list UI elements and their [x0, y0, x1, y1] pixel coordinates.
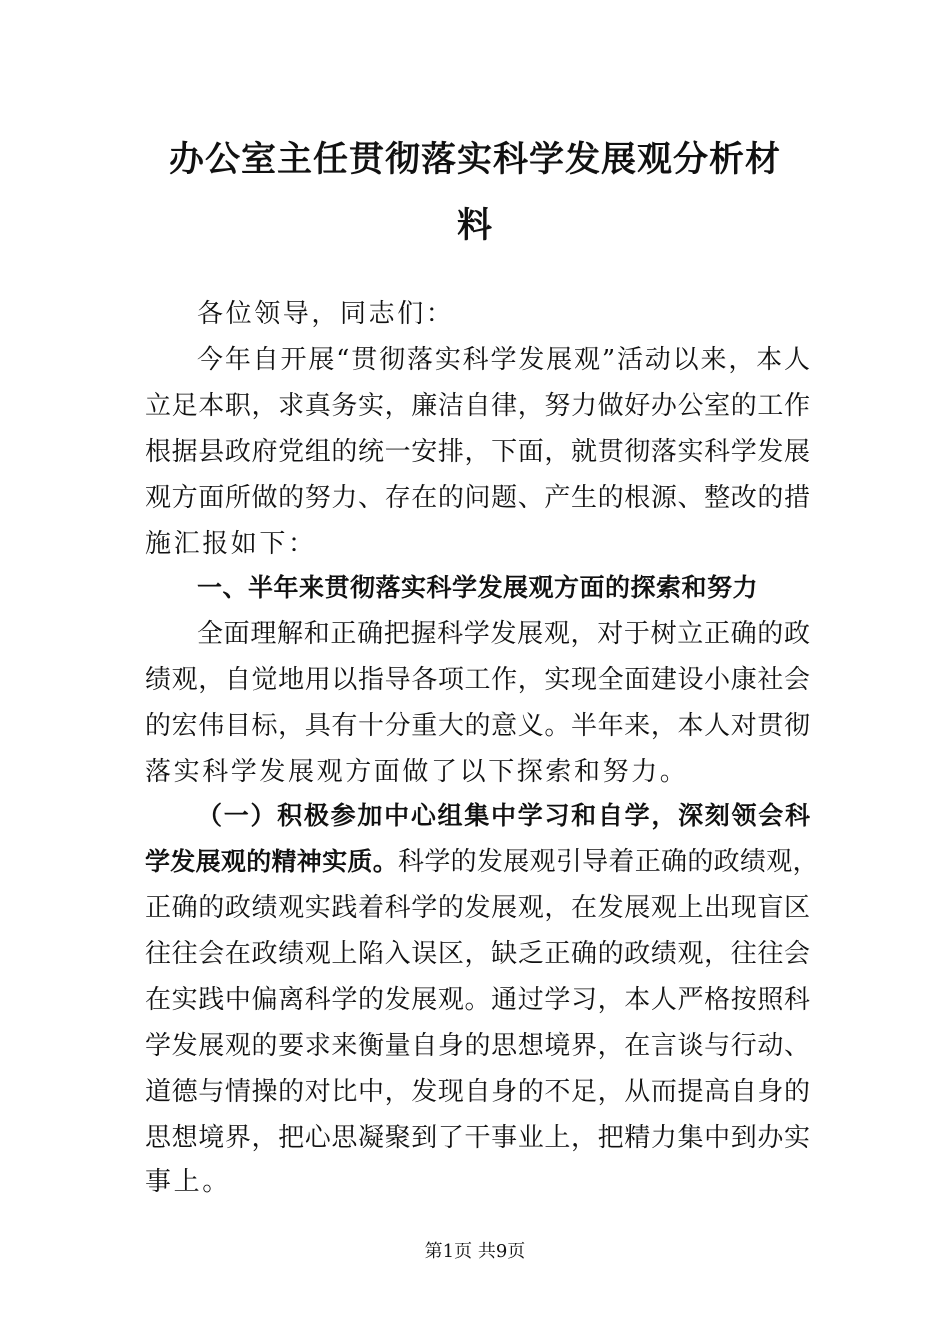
intro-line-1: 今年自开展“贯彻落实科学发展观”活动以来，本人 [197, 345, 810, 375]
document-title-line-2: 料 [456, 206, 493, 246]
section-1-line-2: 绩观，自觉地用以指导各项工作，实现全面建设小康社会 [145, 665, 810, 695]
subsection-1-line-4: 往往会在政绩观上陷入误区，缺乏正确的政绩观，往往会 [145, 939, 810, 969]
intro-line-2: 立足本职，求真务实，廉洁自律，努力做好办公室的工作 [145, 391, 810, 421]
page-footer: 第1页 共9页 [424, 1241, 526, 1262]
section-1-heading: 一、半年来贯彻落实科学发展观方面的探索和努力 [197, 573, 759, 602]
intro-line-4: 观方面所做的努力、存在的问题、产生的根源、整改的措 [145, 483, 810, 513]
subsection-1-line-3: 正确的政绩观实践着科学的发展观，在发展观上出现盲区 [145, 893, 810, 923]
subsection-1-line-7: 道德与情操的对比中，发现自身的不足，从而提高自身的 [145, 1077, 810, 1107]
subsection-1-line-2-text: 科学的发展观引导着正确的政绩观， [398, 847, 819, 877]
subsection-1-line-2 [145, 844, 819, 880]
section-1-line-3: 的宏伟目标，具有十分重大的意义。半年来，本人对贯彻 [145, 711, 810, 741]
subsection-1-line-8: 思想境界，把心思凝聚到了干事业上，把精力集中到办实 [145, 1123, 810, 1153]
subsection-1-heading-line-2: 学发展观的精神实质。 [145, 847, 399, 876]
salutation: 各位领导，同志们： [197, 299, 455, 329]
subsection-1-line-9: 事上。 [145, 1167, 231, 1197]
intro-line-5: 施汇报如下： [145, 529, 317, 559]
document-title-line-1: 办公室主任贯彻落实科学发展观分析材 [168, 140, 781, 180]
section-1-line-1: 全面理解和正确把握科学发展观，对于树立正确的政 [197, 619, 810, 649]
section-1-line-4: 落实科学发展观方面做了以下探索和努力。 [145, 757, 689, 787]
subsection-1-line-5: 在实践中偏离科学的发展观。通过学习，本人严格按照科 [145, 985, 810, 1015]
subsection-1-heading-line-1: （一）积极参加中心组集中学习和自学，深刻领会科 [197, 801, 810, 830]
intro-line-3: 根据县政府党组的统一安排，下面，就贯彻落实科学发展 [145, 437, 810, 467]
subsection-1-line-6: 学发展观的要求来衡量自身的思想境界，在言谈与行动、 [145, 1031, 810, 1061]
